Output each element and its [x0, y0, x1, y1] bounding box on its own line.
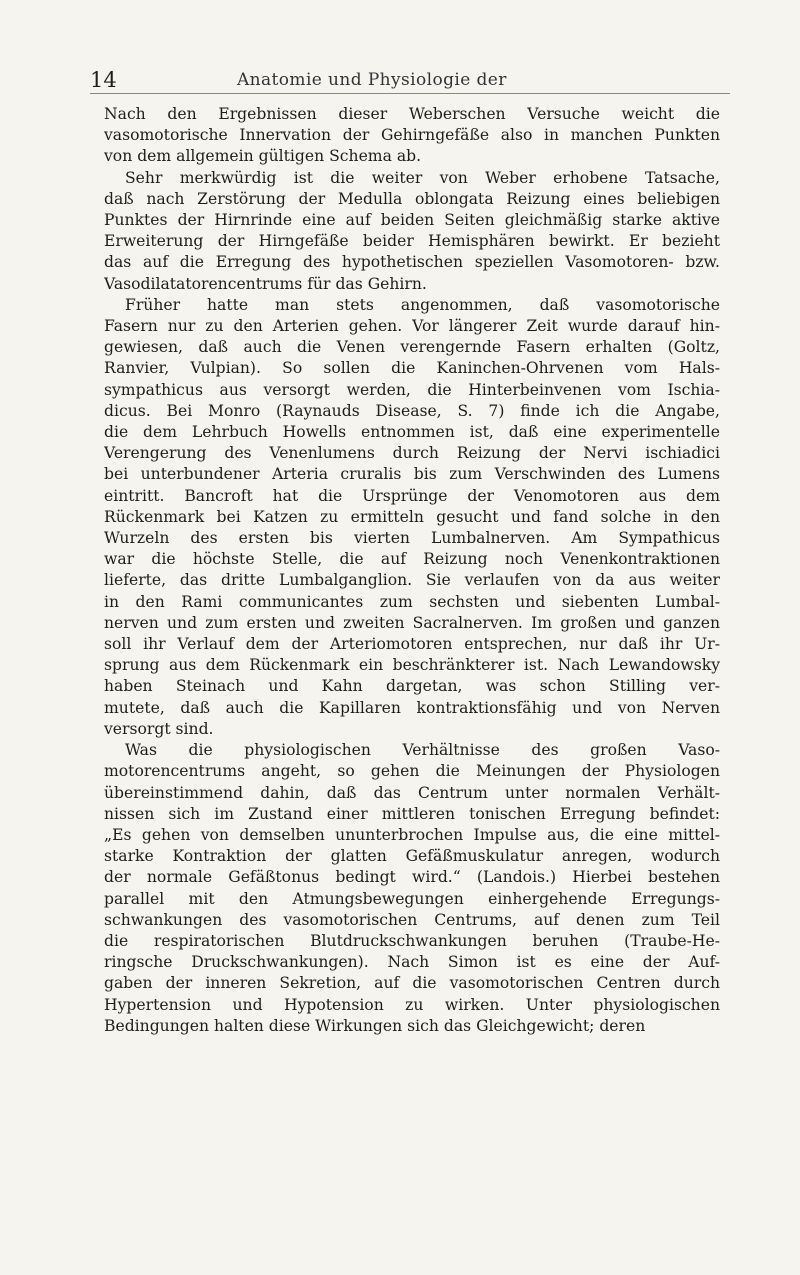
text-line: motorencentrums angeht, so gehen die Meinungen der Physiologen	[104, 762, 720, 781]
text-line: Erweiterung der Hirngefäße beider Hemisphären bewirkt. Er bezieht	[104, 232, 720, 251]
text-line: „Es gehen von demselben ununterbrochen Impulse aus, die eine mittel-	[104, 825, 720, 844]
text-line: sprung aus dem Rückenmark ein beschränkterer ist. Nach Lewandowsky	[104, 656, 720, 675]
paragraph	[104, 740, 720, 1037]
text-line: eintritt. Bancroft hat die Ursprünge der Venomotoren aus dem	[104, 486, 720, 505]
text-line: soll ihr Verlauf dem der Arteriomotoren entsprechen, nur daß ihr Ur-	[104, 635, 720, 654]
text-line: Bedingungen halten diese Wirkungen sich das Gleichgewicht; deren	[104, 1016, 646, 1035]
text-line: versorgt sind.	[104, 719, 214, 738]
text-line: das auf die Erregung des hypothetischen speziellen Vasomotoren- bzw.	[104, 253, 720, 272]
paragraph	[104, 168, 720, 295]
body-text	[104, 104, 720, 1037]
text-line: der normale Gefäßtonus bedingt wird.“ (Landois.) Hierbei bestehen	[104, 868, 720, 887]
text-line: übereinstimmend dahin, daß das Centrum unter normalen Verhält-	[104, 783, 720, 802]
text-line: vasomotorische Innervation der Gehirngefäße also in manchen Punkten	[104, 126, 720, 145]
text-line: lieferte, das dritte Lumbalganglion. Sie verlaufen von da aus weiter	[104, 571, 720, 590]
text-line: sympathicus aus versorgt werden, die Hinterbeinvenen vom Ischia-	[104, 380, 720, 399]
text-line: Punktes der Hirnrinde eine auf beiden Seiten gleichmäßig starke aktive	[104, 211, 720, 230]
text-line: schwankungen des vasomotorischen Centrums, auf denen zum Teil	[104, 910, 720, 929]
text-line: die dem Lehrbuch Howells entnommen ist, daß eine experimentelle	[104, 423, 720, 442]
text-line: Rückenmark bei Katzen zu ermitteln gesucht und fand solche in den	[104, 507, 720, 526]
text-line: Vasodilatatorencentrums für das Gehirn.	[104, 274, 427, 293]
header-rule	[90, 93, 730, 94]
text-line: Ranvier, Vulpian). So sollen die Kaninchen-Ohrvenen vom Hals-	[104, 359, 720, 378]
text-line: dicus. Bei Monro (Raynauds Disease, S. 7) finde ich die Angabe,	[104, 401, 720, 420]
text-line: daß nach Zerstörung der Medulla oblongata Reizung eines beliebigen	[104, 189, 720, 208]
paragraph	[104, 104, 720, 168]
text-line: die respiratorischen Blutdruckschwankungen beruhen (Traube-He-	[104, 931, 720, 950]
text-line: in den Rami communicantes zum sechsten und siebenten Lumbal-	[104, 592, 720, 611]
text-line: Hypertension und Hypotension zu wirken. Unter physiologischen	[104, 995, 720, 1014]
text-line: nissen sich im Zustand einer mittleren tonischen Erregung befindet:	[104, 804, 720, 823]
text-line: Wurzeln des ersten bis vierten Lumbalnerven. Am Sympathicus	[104, 529, 720, 548]
text-line: bei unterbundener Arteria cruralis bis zum Verschwinden des Lumens	[104, 465, 720, 484]
text-line: starke Kontraktion der glatten Gefäßmuskulatur anregen, wodurch	[104, 847, 720, 866]
page-header	[90, 66, 730, 94]
text-line: Fasern nur zu den Arterien gehen. Vor längerer Zeit wurde darauf hin-	[104, 317, 720, 336]
running-title: Anatomie und Physiologie der	[237, 70, 507, 90]
text-line: von dem allgemein gültigen Schema ab.	[104, 147, 422, 166]
text-line: ringsche Druckschwankungen). Nach Simon ist es eine der Auf-	[104, 953, 720, 972]
text-line: gewiesen, daß auch die Venen verengernde Fasern erhalten (Goltz,	[104, 338, 720, 357]
text-line: haben Steinach und Kahn dargetan, was schon Stilling ver-	[104, 677, 720, 696]
text-line: war die höchste Stelle, die auf Reizung noch Venenkontraktionen	[104, 550, 720, 569]
page-number: 14	[90, 68, 117, 92]
text-line: Was die physiologischen Verhältnisse des großen Vaso-	[125, 741, 720, 760]
text-line: parallel mit den Atmungsbewegungen einhergehende Erregungs-	[104, 889, 720, 908]
paragraph	[104, 295, 720, 740]
text-line: Verengerung des Venenlumens durch Reizung der Nervi ischiadici	[104, 444, 720, 463]
text-line: Früher hatte man stets angenommen, daß vasomotorische	[125, 295, 720, 314]
text-line: Nach den Ergebnissen dieser Weberschen Versuche weicht die	[104, 105, 720, 123]
text-line: gaben der inneren Sekretion, auf die vasomotorischen Centren durch	[104, 974, 720, 993]
text-line: mutete, daß auch die Kapillaren kontraktionsfähig und von Nerven	[104, 698, 720, 717]
text-line: nerven und zum ersten und zweiten Sacralnerven. Im großen und ganzen	[104, 613, 720, 632]
text-line: Sehr merkwürdig ist die weiter von Weber erhobene Tatsache,	[125, 168, 720, 187]
